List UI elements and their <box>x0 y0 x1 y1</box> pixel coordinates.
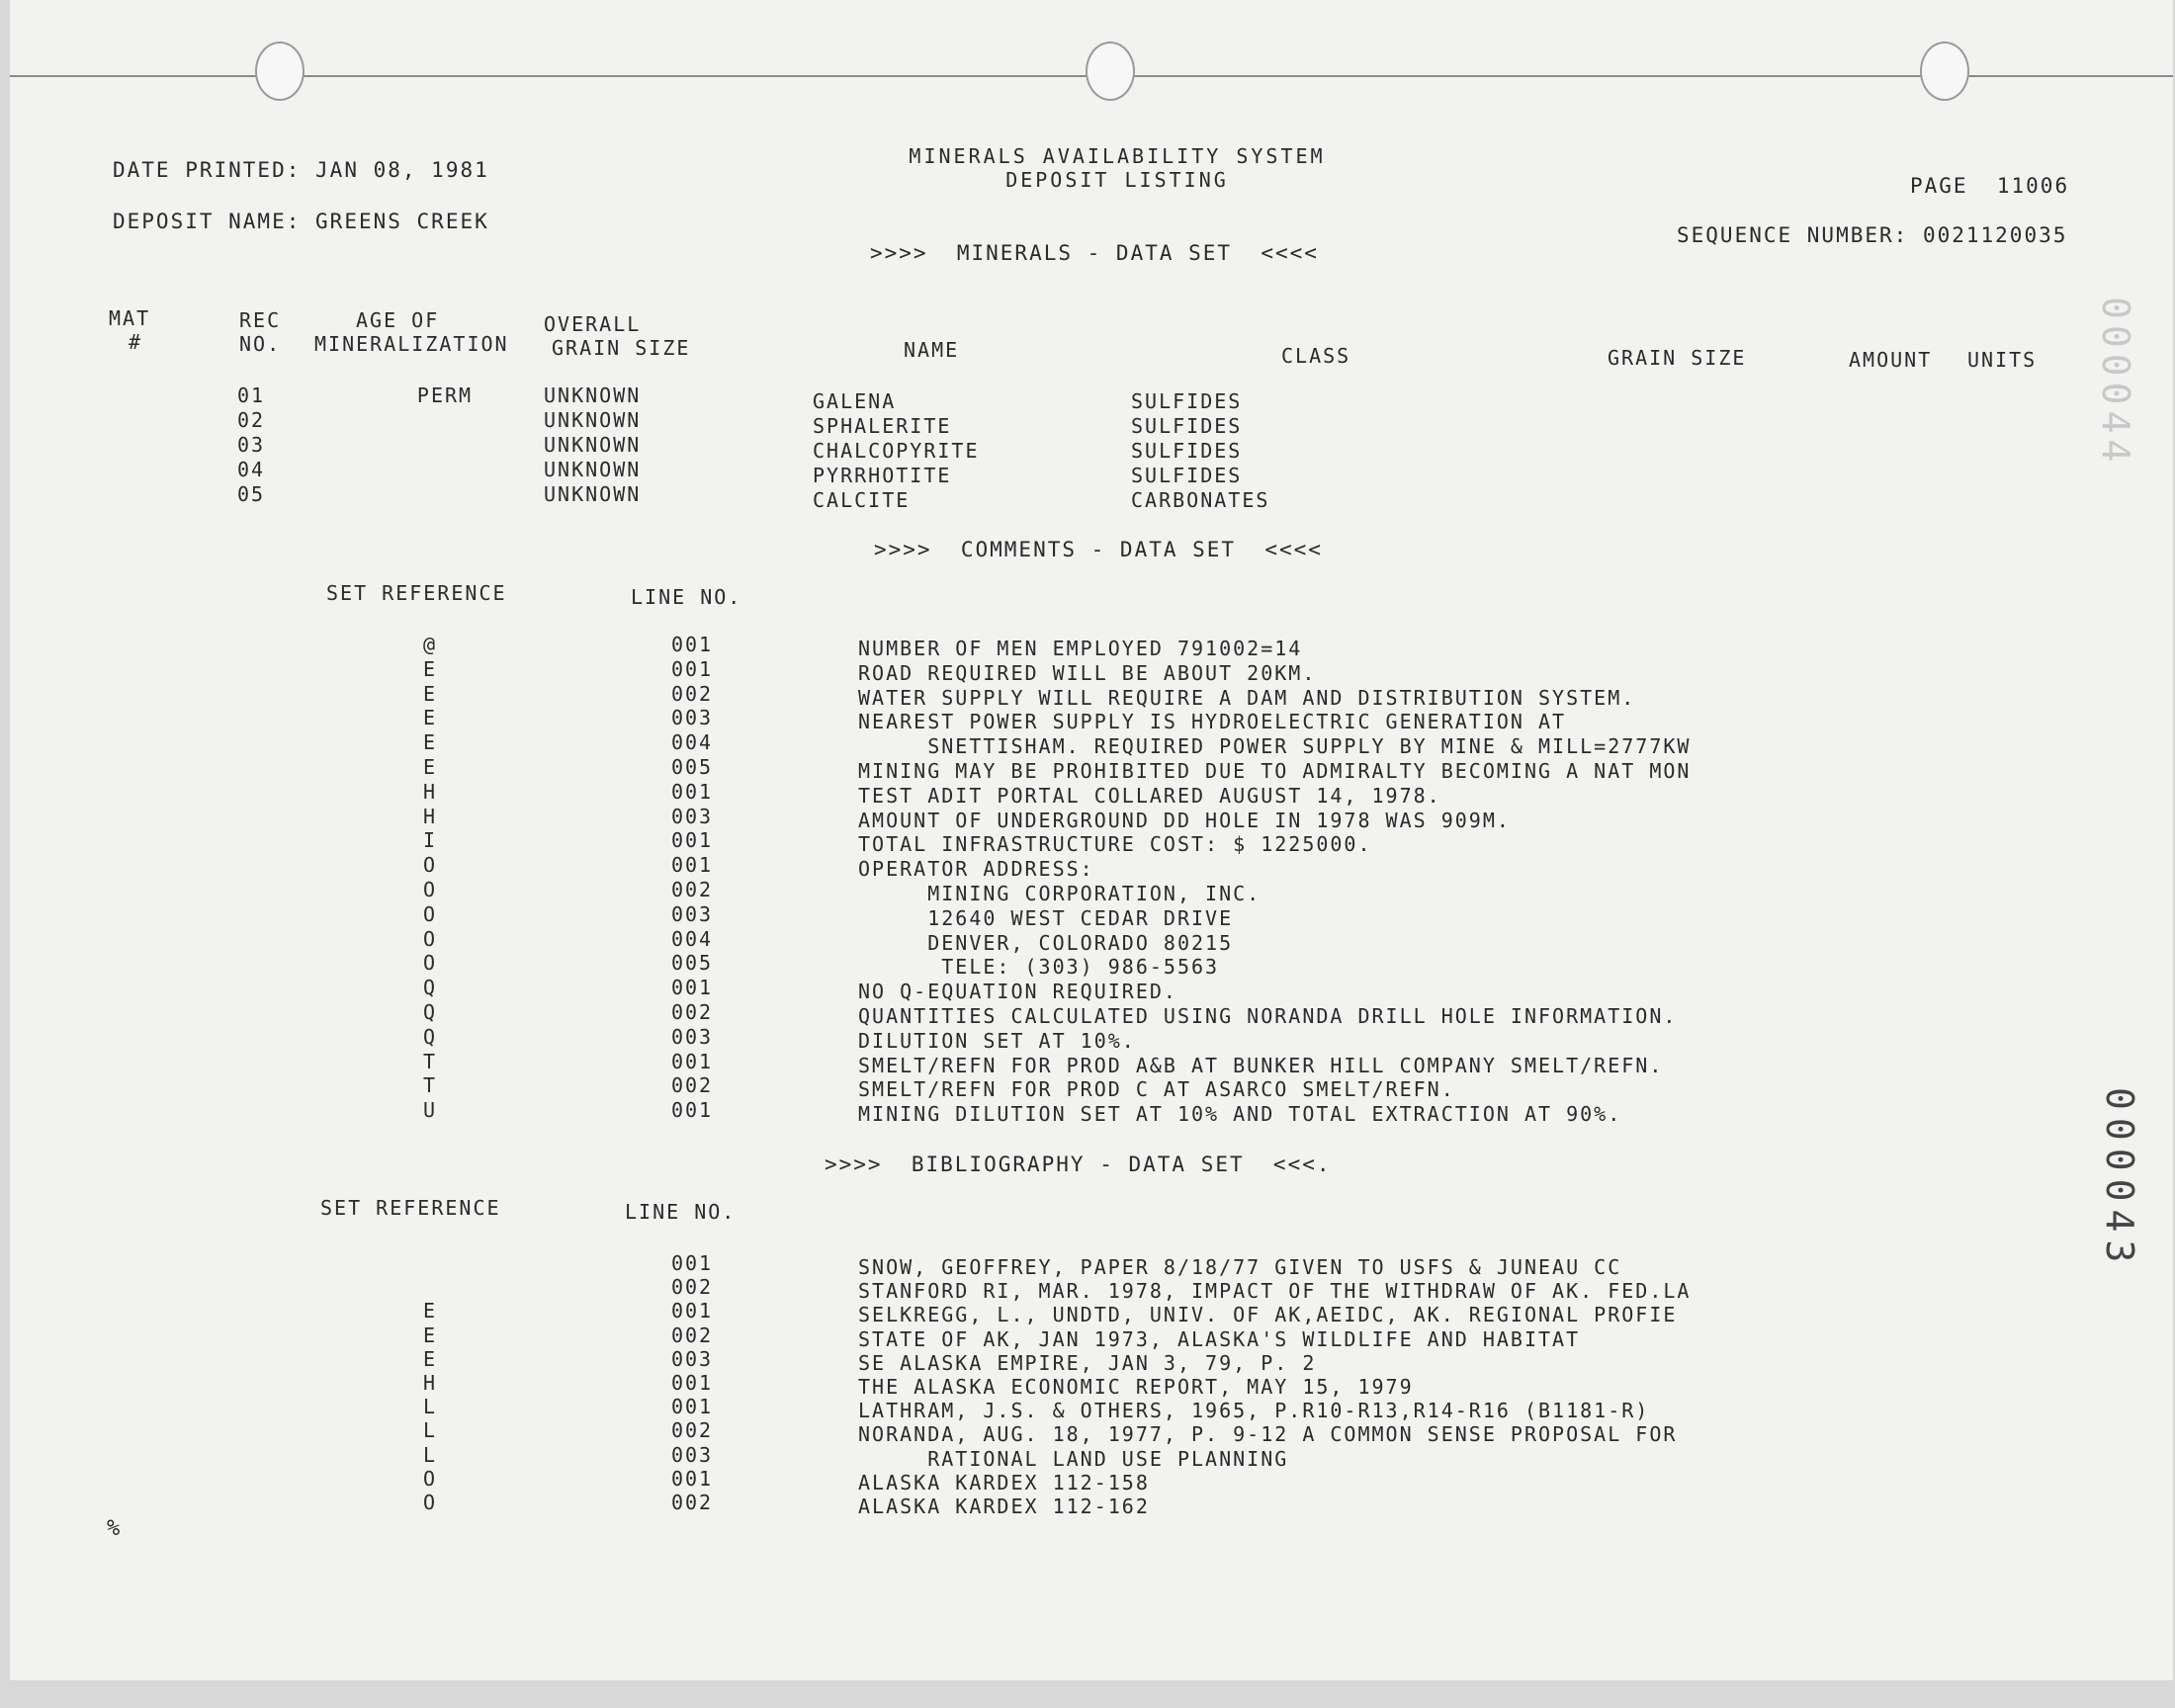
sequence-value: 0021120035 <box>1922 223 2068 247</box>
bibliography-line-no: 001 <box>670 1466 714 1491</box>
bibliography-line-no: 001 <box>670 1371 714 1395</box>
comments-set-reference: T <box>422 1049 438 1073</box>
comments-text: NEAREST POWER SUPPLY IS HYDROELECTRIC GENERATION AT <box>858 710 1567 734</box>
comments-line-no: 001 <box>670 1098 714 1123</box>
mineral-overall-grain: UNKNOWN <box>544 433 642 457</box>
punch-hole <box>255 42 304 101</box>
comments-line-no: 002 <box>670 681 714 706</box>
mineral-name: CHALCOPYRITE <box>813 439 980 463</box>
header-rec-no: NO. <box>239 332 282 356</box>
comments-line-no: 001 <box>670 633 714 656</box>
comments-line-no: 001 <box>670 853 714 878</box>
comments-text: OPERATOR ADDRESS: <box>858 857 1094 882</box>
bibliography-line-no-header: LINE NO. <box>625 1200 737 1224</box>
bibliography-set-reference: L <box>422 1395 438 1419</box>
bibliography-line-no: 002 <box>670 1418 714 1443</box>
comments-line-no: 001 <box>670 779 714 804</box>
bibliography-text: ALASKA KARDEX 112-158 <box>858 1470 1150 1494</box>
punch-hole <box>1920 42 1969 101</box>
bibliography-set-reference: H <box>422 1371 438 1395</box>
comments-line-no: 005 <box>670 951 714 976</box>
header-mat: MAT <box>109 306 151 330</box>
side-stamp-number: 000043 <box>2098 1087 2141 1271</box>
comments-line-no: 004 <box>670 926 714 951</box>
comments-line-no: 002 <box>670 878 714 901</box>
mineral-rec-no: 04 <box>237 458 266 481</box>
mineral-class: SULFIDES <box>1131 464 1243 487</box>
comments-set-reference: U <box>422 1098 438 1123</box>
mineral-rec-no: 02 <box>237 408 266 432</box>
comments-text: 12640 WEST CEDAR DRIVE <box>858 905 1234 930</box>
bibliography-line-no: 003 <box>670 1442 714 1467</box>
comments-set-reference: O <box>422 901 438 926</box>
system-title: MINERALS AVAILABILITY SYSTEM <box>909 144 1326 168</box>
comments-text: AMOUNT OF UNDERGROUND DD HOLE IN 1978 WAS 909M. <box>858 808 1511 832</box>
comments-set-reference: O <box>422 878 438 901</box>
comments-line-no: 003 <box>670 901 714 926</box>
comments-text: SNETTISHAM. REQUIRED POWER SUPPLY BY MINE & MILL=2777KW <box>858 734 1692 759</box>
comments-text: NO Q-EQUATION REQUIRED. <box>858 980 1177 1004</box>
bibliography-text: STATE OF AK, JAN 1973, ALASKA'S WILDLIFE AND HABITAT <box>858 1326 1581 1351</box>
comments-line-no: 003 <box>670 706 714 730</box>
mineral-name: GALENA <box>813 389 897 413</box>
comments-line-no: 003 <box>670 1024 714 1049</box>
comments-text: QUANTITIES CALCULATED USING NORANDA DRILL HOLE INFORMATION. <box>858 1004 1678 1028</box>
bibliography-set-reference: O <box>422 1491 438 1514</box>
header-name: NAME <box>904 338 960 362</box>
comments-line-no-header: LINE NO. <box>631 585 742 609</box>
comments-line-no: 001 <box>670 1049 714 1073</box>
bibliography-line-no: 002 <box>670 1323 714 1347</box>
comments-text: MINING DILUTION SET AT 10% AND TOTAL EXTRACTION AT 90%. <box>858 1102 1622 1127</box>
listing-title: DEPOSIT LISTING <box>1005 168 1229 192</box>
deposit-name <box>113 210 489 233</box>
comments-text: WATER SUPPLY WILL REQUIRE A DAM AND DISTRIBUTION SYSTEM. <box>858 685 1636 710</box>
mineral-age <box>376 482 514 506</box>
bibliography-set-reference: O <box>422 1466 438 1491</box>
mineral-overall-grain: UNKNOWN <box>544 408 642 432</box>
comments-set-reference: O <box>422 853 438 878</box>
comments-set-reference-header: SET REFERENCE <box>326 581 507 605</box>
comments-text: NUMBER OF MEN EMPLOYED 791002=14 <box>858 637 1303 660</box>
comments-text: MINING MAY BE PROHIBITED DUE TO ADMIRALTY BECOMING A NAT MON <box>858 759 1692 783</box>
comments-line-no: 001 <box>670 828 714 853</box>
mineral-overall-grain: UNKNOWN <box>544 482 642 506</box>
comments-line-no: 001 <box>670 656 714 681</box>
header-rec: REC <box>239 308 282 332</box>
date-printed-value: JAN 08, 1981 <box>315 158 489 182</box>
comments-line-no: 003 <box>670 804 714 828</box>
bibliography-text: ALASKA KARDEX 112-162 <box>858 1494 1150 1518</box>
bibliography-text: SNOW, GEOFFREY, PAPER 8/18/77 GIVEN TO USFS & JUNEAU CC <box>858 1255 1622 1279</box>
mineral-name: CALCITE <box>813 488 911 512</box>
bibliography-text: SELKREGG, L., UNDTD, UNIV. OF AK,AEIDC, AK. REGIONAL PROFIE <box>858 1303 1678 1327</box>
mineral-class: SULFIDES <box>1131 389 1243 413</box>
mineral-class: SULFIDES <box>1131 414 1243 438</box>
comments-set-reference: Q <box>422 1000 438 1024</box>
mineral-rec-no: 05 <box>237 482 266 506</box>
mineral-name: PYRRHOTITE <box>813 464 952 487</box>
header-grain-size-overall: GRAIN SIZE <box>552 336 691 360</box>
mineral-age <box>376 433 514 457</box>
comments-line-no: 002 <box>670 1000 714 1024</box>
comments-set-reference: E <box>422 730 438 755</box>
deposit-name-label: DEPOSIT NAME: <box>113 210 302 233</box>
comments-set-reference: E <box>422 755 438 779</box>
comments-line-no: 004 <box>670 730 714 755</box>
mineral-name: SPHALERITE <box>813 414 952 438</box>
comments-text: SMELT/REFN FOR PROD A&B AT BUNKER HILL COMPANY SMELT/REFN. <box>858 1053 1664 1077</box>
bibliography-set-reference: E <box>422 1323 438 1347</box>
mineral-class: SULFIDES <box>1131 439 1243 463</box>
bibliography-line-no: 001 <box>670 1395 714 1419</box>
bibliography-text: THE ALASKA ECONOMIC REPORT, MAY 15, 1979 <box>858 1375 1414 1399</box>
mineral-overall-grain: UNKNOWN <box>544 384 642 407</box>
mineral-age <box>376 458 514 481</box>
comments-set-reference: O <box>422 926 438 951</box>
bibliography-line-no: 001 <box>670 1299 714 1324</box>
header-grain-size: GRAIN SIZE <box>1608 346 1747 370</box>
comments-set-reference: E <box>422 681 438 706</box>
comments-text: TELE: (303) 986-5563 <box>858 955 1220 980</box>
bibliography-line-no: 001 <box>670 1251 714 1275</box>
footer-mark: % <box>107 1516 121 1541</box>
comments-line-no: 005 <box>670 755 714 779</box>
page-value: 11006 <box>1996 174 2070 198</box>
bibliography-text: RATIONAL LAND USE PLANNING <box>858 1446 1289 1471</box>
date-printed-label: DATE PRINTED: <box>113 158 302 182</box>
bibliography-set-reference: E <box>422 1346 438 1371</box>
header-age: AGE OF <box>356 308 440 332</box>
bibliography-text: NORANDA, AUG. 18, 1977, P. 9-12 A COMMON SENSE PROPOSAL FOR <box>858 1422 1678 1447</box>
minerals-section-title: >>>> MINERALS - DATA SET <<<< <box>870 241 1319 265</box>
faint-stamp-number: 000044 <box>2094 297 2137 469</box>
header-mat-hash: # <box>129 330 143 354</box>
bibliography-set-reference-header: SET REFERENCE <box>320 1196 501 1220</box>
bibliography-line-no: 002 <box>670 1491 714 1514</box>
bibliography-set-reference: E <box>422 1299 438 1324</box>
deposit-name-value: GREENS CREEK <box>315 210 489 233</box>
mineral-rec-no: 01 <box>237 384 266 407</box>
bibliography-text: SE ALASKA EMPIRE, JAN 3, 79, P. 2 <box>858 1350 1317 1375</box>
comments-line-no: 001 <box>670 976 714 1000</box>
comments-set-reference: Q <box>422 976 438 1000</box>
comments-text: ROAD REQUIRED WILL BE ABOUT 20KM. <box>858 660 1317 685</box>
comments-set-reference: O <box>422 951 438 976</box>
comments-text: MINING CORPORATION, INC. <box>858 882 1262 905</box>
header-units: UNITS <box>1967 348 2038 372</box>
sequence-label: SEQUENCE NUMBER: <box>1677 223 1909 247</box>
comments-set-reference: E <box>422 706 438 730</box>
comments-set-reference: I <box>422 828 438 853</box>
comments-text: DILUTION SET AT 10%. <box>858 1028 1136 1053</box>
mineral-rec-no: 03 <box>237 433 266 457</box>
comments-text: SMELT/REFN FOR PROD C AT ASARCO SMELT/REFN. <box>858 1077 1455 1102</box>
bibliography-section-title: >>>> BIBLIOGRAPHY - DATA SET <<<. <box>825 1153 1332 1176</box>
header-overall: OVERALL <box>544 312 642 336</box>
bibliography-set-reference: L <box>422 1442 438 1467</box>
printout-sheet <box>10 0 2173 1680</box>
bibliography-set-reference: L <box>422 1418 438 1443</box>
bibliography-text: LATHRAM, J.S. & OTHERS, 1965, P.R10-R13,R14-R16 (B1181-R) <box>858 1399 1650 1423</box>
page-label: PAGE <box>1910 174 1968 198</box>
punch-hole <box>1086 42 1135 101</box>
comments-set-reference: H <box>422 779 438 804</box>
header-amount: AMOUNT <box>1849 348 1933 372</box>
mineral-overall-grain: UNKNOWN <box>544 458 642 481</box>
comments-set-reference: Q <box>422 1024 438 1049</box>
comments-section-title: >>>> COMMENTS - DATA SET <<<< <box>874 538 1323 561</box>
mineral-age <box>376 408 514 432</box>
comments-set-reference: H <box>422 804 438 828</box>
date-printed <box>113 158 489 182</box>
mineral-age: PERM <box>416 384 474 407</box>
comments-line-no: 002 <box>670 1073 714 1098</box>
comments-text: DENVER, COLORADO 80215 <box>858 930 1234 955</box>
comments-set-reference: T <box>422 1073 438 1098</box>
comments-text: TOTAL INFRASTRUCTURE COST: $ 1225000. <box>858 832 1372 857</box>
header-class: CLASS <box>1281 344 1351 368</box>
comments-set-reference: E <box>422 656 438 681</box>
mineral-class: CARBONATES <box>1131 488 1270 512</box>
bibliography-line-no: 002 <box>670 1275 714 1300</box>
sequence-number <box>1677 223 2067 247</box>
comments-text: TEST ADIT PORTAL COLLARED AUGUST 14, 1978. <box>858 783 1441 808</box>
bibliography-text: STANFORD RI, MAR. 1978, IMPACT OF THE WITHDRAW OF AK. FED.LA <box>858 1279 1692 1304</box>
header-mineralization: MINERALIZATION <box>314 332 509 356</box>
comments-set-reference: @ <box>422 633 438 656</box>
page-number <box>1910 174 2069 198</box>
bibliography-line-no: 003 <box>670 1346 714 1371</box>
